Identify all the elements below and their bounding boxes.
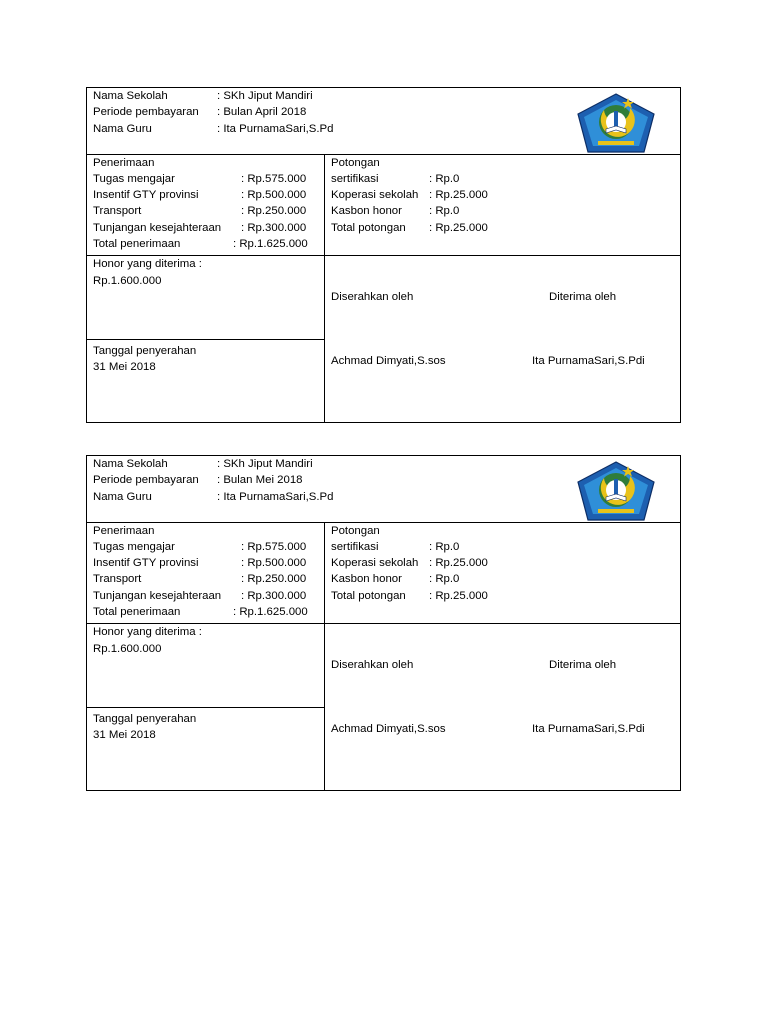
received-by-name: Ita PurnamaSari,S.Pdi	[532, 723, 645, 735]
deduction-label: sertifikasi	[331, 173, 379, 185]
school-label: Nama Sekolah	[93, 458, 168, 470]
received-by-label: Diterima oleh	[549, 659, 617, 671]
deduction-total-label: Total potongan	[331, 222, 406, 234]
period-label: Periode pembayaran	[93, 474, 199, 486]
income-label: Tugas mengajar	[93, 541, 175, 553]
deduction-label: Kasbon honor	[331, 205, 402, 217]
salary-slip	[86, 455, 681, 791]
deduction-total-value: : Rp.25.000	[429, 222, 488, 234]
honor-label: Honor yang diterima :	[93, 626, 202, 638]
income-value: : Rp.250.000	[241, 205, 307, 217]
income-total-value: : Rp.1.625.000	[233, 606, 308, 618]
handover-label: Tanggal penyerahan	[93, 345, 197, 357]
salary-slip	[86, 87, 681, 423]
slip-header	[87, 456, 680, 523]
handed-by-name: Achmad Dimyati,S.sos	[331, 723, 446, 735]
honor-section	[87, 256, 325, 340]
teacher-value: : Ita PurnamaSari,S.Pd	[217, 491, 334, 503]
income-section	[87, 523, 325, 624]
honor-value: Rp.1.600.000	[93, 275, 162, 287]
deductions-section	[325, 155, 680, 256]
income-label: Transport	[93, 205, 142, 217]
teacher-value: : Ita PurnamaSari,S.Pd	[217, 123, 334, 135]
signature-section	[325, 624, 680, 790]
teacher-label: Nama Guru	[93, 491, 152, 503]
income-label: Insentif GTY provinsi	[93, 557, 199, 569]
deduction-value: : Rp.0	[429, 573, 460, 585]
deductions-title: Potongan	[331, 525, 380, 537]
deduction-value: : Rp.0	[429, 541, 460, 553]
income-label: Tugas mengajar	[93, 173, 175, 185]
income-value: : Rp.575.000	[241, 173, 307, 185]
deduction-label: Kasbon honor	[331, 573, 402, 585]
deduction-value: : Rp.25.000	[429, 189, 488, 201]
school-value: : SKh Jiput Mandiri	[217, 90, 313, 102]
deduction-total-label: Total potongan	[331, 590, 406, 602]
school-logo-icon	[576, 92, 656, 154]
income-total-label: Total penerimaan	[93, 238, 181, 250]
income-title: Penerimaan	[93, 157, 155, 169]
deduction-label: Koperasi sekolah	[331, 557, 419, 569]
deduction-value: : Rp.25.000	[429, 557, 488, 569]
school-logo-icon	[576, 460, 656, 522]
income-value: : Rp.500.000	[241, 557, 307, 569]
deduction-label: Koperasi sekolah	[331, 189, 419, 201]
income-value: : Rp.300.000	[241, 222, 307, 234]
income-total-value: : Rp.1.625.000	[233, 238, 308, 250]
handover-section	[87, 340, 325, 422]
income-label: Insentif GTY provinsi	[93, 189, 199, 201]
deductions-title: Potongan	[331, 157, 380, 169]
deduction-value: : Rp.0	[429, 205, 460, 217]
handover-label: Tanggal penyerahan	[93, 713, 197, 725]
income-total-label: Total penerimaan	[93, 606, 181, 618]
school-label: Nama Sekolah	[93, 90, 168, 102]
income-label: Tunjangan kesejahteraan	[93, 222, 222, 234]
slip-header	[87, 88, 680, 155]
handover-section	[87, 708, 325, 790]
income-value: : Rp.250.000	[241, 573, 307, 585]
income-title: Penerimaan	[93, 525, 155, 537]
teacher-label: Nama Guru	[93, 123, 152, 135]
honor-value: Rp.1.600.000	[93, 643, 162, 655]
period-value: : Bulan Mei 2018	[217, 474, 303, 486]
period-value: : Bulan April 2018	[217, 106, 307, 118]
handed-by-label: Diserahkan oleh	[331, 659, 414, 671]
honor-section	[87, 624, 325, 708]
period-label: Periode pembayaran	[93, 106, 199, 118]
honor-label: Honor yang diterima :	[93, 258, 202, 270]
received-by-label: Diterima oleh	[549, 291, 617, 303]
income-label: Transport	[93, 573, 142, 585]
income-value: : Rp.500.000	[241, 189, 307, 201]
deduction-label: sertifikasi	[331, 541, 379, 553]
deduction-value: : Rp.0	[429, 173, 460, 185]
handover-date: 31 Mei 2018	[93, 361, 156, 373]
handed-by-label: Diserahkan oleh	[331, 291, 414, 303]
income-value: : Rp.575.000	[241, 541, 307, 553]
received-by-name: Ita PurnamaSari,S.Pdi	[532, 355, 645, 367]
deductions-section	[325, 523, 680, 624]
income-section	[87, 155, 325, 256]
signature-section	[325, 256, 680, 422]
handover-date: 31 Mei 2018	[93, 729, 156, 741]
handed-by-name: Achmad Dimyati,S.sos	[331, 355, 446, 367]
income-label: Tunjangan kesejahteraan	[93, 590, 222, 602]
income-value: : Rp.300.000	[241, 590, 307, 602]
school-value: : SKh Jiput Mandiri	[217, 458, 313, 470]
deduction-total-value: : Rp.25.000	[429, 590, 488, 602]
